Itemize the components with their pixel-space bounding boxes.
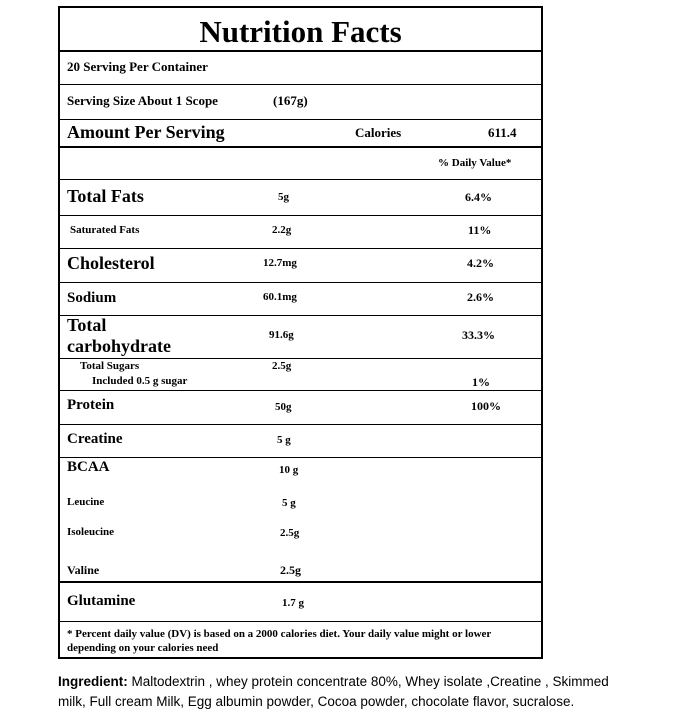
bcaa-label: BCAA	[67, 459, 110, 475]
total-sugars-amount: 2.5g	[272, 360, 292, 372]
ingredients-list-line2: milk, Full cream Milk, Egg albumin powder, Cocoa powder, chocolate flavor, sucralose.	[58, 694, 575, 709]
creatine-amount: 5 g	[277, 434, 291, 446]
cholesterol-amount: 12.7mg	[263, 257, 297, 269]
total-sugars-label: Total Sugars	[80, 360, 140, 372]
divider	[60, 621, 541, 622]
nutrition-facts-panel	[58, 6, 543, 659]
ingredients-line1	[58, 672, 678, 692]
ingredients-list-line1: Maltodextrin , whey protein concentrate 80%, Whey isolate ,Creatine , Skimmed	[127, 674, 609, 689]
serving-size-amount: (167g)	[273, 93, 308, 108]
isoleucine-label: Isoleucine	[67, 526, 115, 538]
divider	[60, 248, 541, 249]
divider	[60, 119, 541, 120]
sodium-dv: 2.6%	[467, 290, 494, 304]
footnote-line2: depending on your calories need	[67, 642, 219, 654]
servings-per-container: 20 Serving Per Container	[67, 59, 208, 74]
divider	[60, 457, 541, 458]
label-title: Nutrition Facts	[199, 14, 402, 49]
saturated-fats-dv: 11%	[468, 223, 492, 237]
footnote	[67, 627, 491, 655]
valine-amount: 2.5g	[280, 563, 301, 577]
bcaa-amount: 10 g	[279, 464, 299, 476]
calories-value: 611.4	[488, 125, 517, 140]
divider	[60, 146, 541, 148]
divider	[60, 581, 541, 583]
divider	[60, 84, 541, 85]
total-fats-label: Total Fats	[67, 186, 144, 206]
divider	[60, 179, 541, 180]
leucine-label: Leucine	[67, 496, 105, 508]
amount-per-serving: Amount Per Serving	[67, 122, 225, 142]
glutamine-amount: 1.7 g	[282, 597, 304, 609]
divider	[60, 390, 541, 391]
saturated-fats-label: Saturated Fats	[70, 224, 140, 236]
leucine-amount: 5 g	[282, 497, 296, 509]
total-fats-amount: 5g	[278, 191, 289, 203]
daily-value-header: % Daily Value*	[438, 157, 512, 169]
creatine-label: Creatine	[67, 431, 123, 447]
total-carbohydrate-label-line2: carbohydrate	[67, 336, 171, 356]
divider	[60, 282, 541, 283]
cholesterol-label: Cholesterol	[67, 253, 155, 273]
total-carbohydrate-label-line1: Total	[67, 315, 107, 335]
isoleucine-amount: 2.5g	[280, 527, 300, 539]
saturated-fats-amount: 2.2g	[272, 224, 292, 236]
divider	[60, 215, 541, 216]
protein-amount: 50g	[275, 401, 292, 413]
protein-label: Protein	[67, 397, 115, 413]
protein-dv: 100%	[471, 399, 501, 413]
divider	[60, 424, 541, 425]
sodium-label: Sodium	[67, 290, 117, 306]
footnote-line1: * Percent daily value (DV) is based on a 2000 calories diet. Your daily value might or lower	[67, 628, 492, 640]
ingredients-label: Ingredient:	[58, 674, 128, 689]
serving-size-label: Serving Size About 1 Scope	[67, 93, 218, 108]
included-sugar-dv: 1%	[472, 375, 490, 389]
glutamine-label: Glutamine	[67, 593, 136, 609]
valine-label: Valine	[67, 563, 100, 577]
total-fats-dv: 6.4%	[465, 190, 492, 204]
divider	[60, 358, 541, 359]
ingredients-text	[58, 672, 678, 712]
total-carbohydrate-dv: 33.3%	[462, 328, 495, 342]
sodium-amount: 60.1mg	[263, 291, 297, 303]
total-carbohydrate-label	[67, 315, 171, 357]
calories-label: Calories	[355, 125, 402, 140]
total-carbohydrate-amount: 91.6g	[269, 329, 294, 341]
included-sugar-label: Included 0.5 g sugar	[92, 375, 188, 387]
cholesterol-dv: 4.2%	[467, 256, 494, 270]
divider	[60, 50, 541, 52]
